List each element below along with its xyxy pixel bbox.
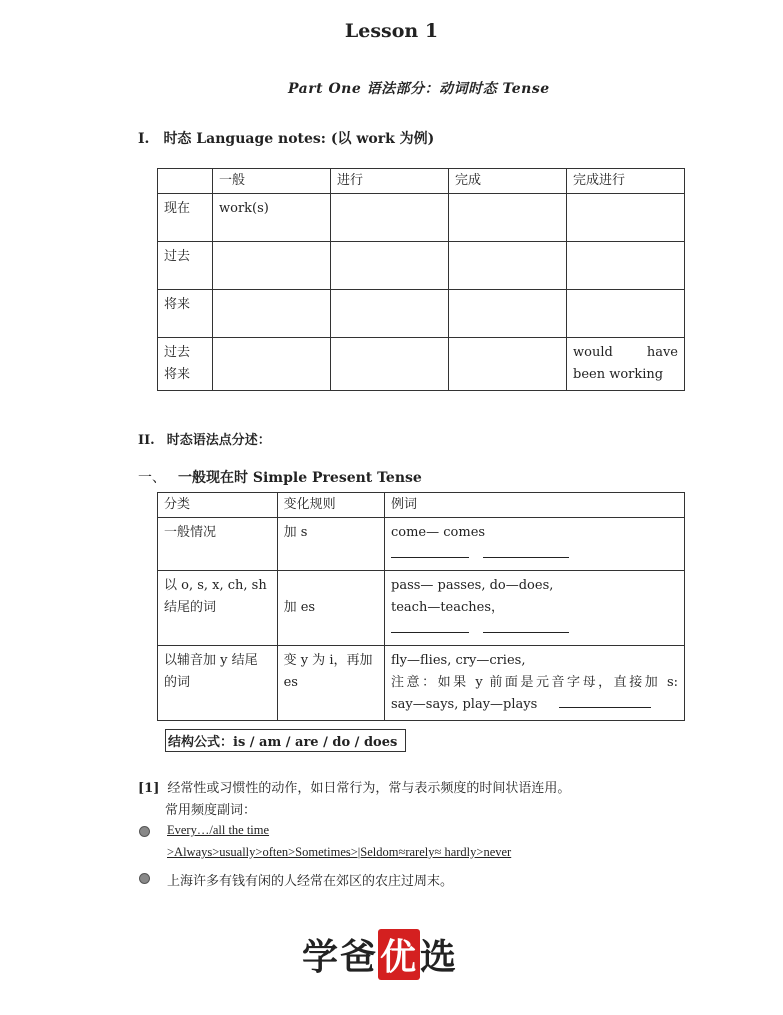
fill-in-blank[interactable] [391,545,469,558]
spt-examples [385,571,685,646]
tense-row-label: 将来 [158,290,213,338]
section-1-heading [138,128,434,148]
tense-row [158,194,685,242]
spt-category: 以 o, s, x, ch, sh 结尾的词 [158,571,278,646]
tense-cell [331,242,449,290]
spt-row [158,518,685,571]
subsection-1-number: 一、 [138,470,166,486]
spt-col-header: 分类 [158,493,278,518]
note-1-text: 经常性或习惯性的动作，如日常行为，常与表示频度的时间状语连用。 [167,781,571,796]
simple-present-table [157,492,685,721]
section-2-number: II. [138,433,155,448]
tense-cell [449,290,567,338]
spt-rule: 加 es [277,571,384,646]
tense-row [158,290,685,338]
tense-col-header: 进行 [331,169,449,194]
tense-cell [449,338,567,391]
spt-rule: 加 s [277,518,384,571]
tense-col-header: 完成进行 [567,169,685,194]
fill-in-blank[interactable] [483,545,569,558]
tense-row [158,242,685,290]
structure-formula: 结构公式：is / am / are / do / does [165,729,406,752]
spt-example-line: pass— passes, do—does, [391,578,554,593]
section-2-title: 时态语法点分述： [166,433,271,448]
spt-examples [385,518,685,571]
logo-text: 学爸 [302,936,379,978]
tense-col-header: 完成 [449,169,567,194]
tense-table-corner [158,169,213,194]
tense-col-header: 一般 [213,169,331,194]
spt-blanks [391,619,678,641]
tense-cell [449,194,567,242]
tense-cell [567,242,685,290]
spt-example-row [391,694,678,716]
spt-rule: 变 y 为 i，再加 es [277,646,384,721]
bullet-icon [139,873,150,884]
tense-cell [331,194,449,242]
tense-row-label: 过去 将来 [158,338,213,391]
subsection-1-heading [138,467,422,487]
spt-blanks [391,544,678,566]
note-1-marker: [1] [138,781,160,796]
tense-row [158,338,685,391]
fill-in-blank[interactable] [391,620,469,633]
example-sentence: 上海许多有钱有闲的人经常在郊区的农庄过周末。 [167,874,454,889]
spt-example-line: 注意：如果 y 前面是元音字母，直接加 s: [391,675,678,690]
tense-table [157,168,685,391]
spt-example-line: come— comes [391,525,486,540]
tense-cell: would have been working [567,338,685,391]
section-1-number: I. [138,131,150,147]
logo-highlight: 优 [378,929,420,980]
section-2-heading [138,429,271,448]
subsection-1-title: 一般现在时 Simple Present Tense [178,470,422,486]
fill-in-blank[interactable] [483,620,569,633]
tense-cell [213,290,331,338]
spt-example-line: teach—teaches， [391,600,505,615]
frequency-line-1: Every…/all the time [167,823,270,837]
tense-cell [567,290,685,338]
spt-header-row [158,493,685,518]
frequency-line-2: >Always>usually>often>Sometimes>|Seldom≈rarely≈ hardly>never [167,845,512,859]
spt-col-header: 例词 [385,493,685,518]
tense-cell: work(s) [213,194,331,242]
tense-row-label: 过去 [158,242,213,290]
tense-cell [449,242,567,290]
note-1 [138,777,570,796]
spt-col-header: 变化规则 [277,493,384,518]
section-1-title: 时态 Language notes: (以 work 为例) [163,131,435,147]
brand-logo [302,928,482,980]
tense-cell [331,338,449,391]
tense-cell [213,338,331,391]
spt-example-line: fly—flies, cry—cries, [391,653,526,668]
part-one-heading: Part One 语法部分：动词时态 Tense [288,81,550,97]
fill-in-blank[interactable] [559,695,651,708]
logo-text: 选 [420,936,459,978]
spt-row [158,646,685,721]
tense-table-header-row [158,169,685,194]
bullet-icon [139,826,150,837]
spt-examples [385,646,685,721]
tense-row-label: 现在 [158,194,213,242]
spt-category: 以辅音加 y 结尾的词 [158,646,278,721]
spt-row [158,571,685,646]
tense-cell [213,242,331,290]
frequency-adverbs-label: 常用频度副词： [165,803,257,818]
spt-example-line: say—says, play—plays [391,697,538,712]
tense-cell [567,194,685,242]
tense-cell [331,290,449,338]
spt-category: 一般情况 [158,518,278,571]
lesson-title: Lesson 1 [344,20,439,42]
